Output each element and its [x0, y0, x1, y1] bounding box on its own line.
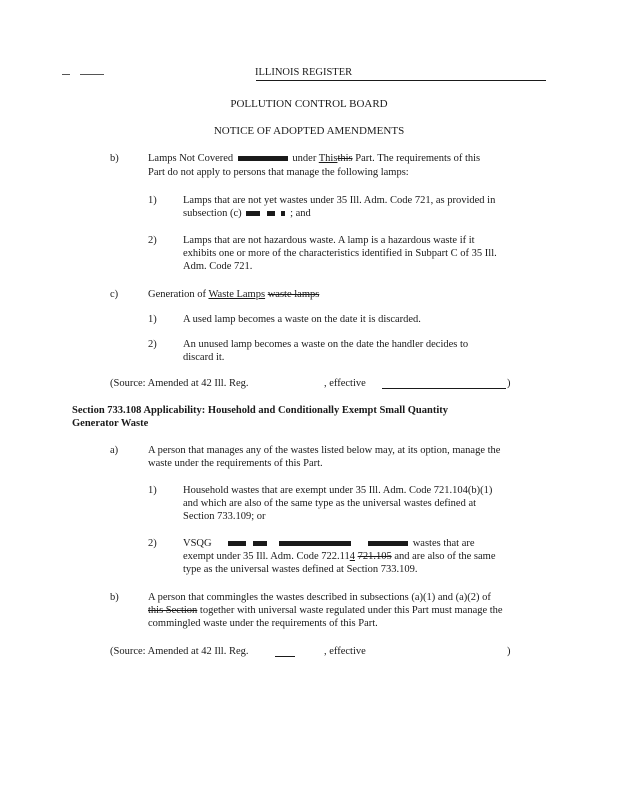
sb-line1: A person that commingles the wastes described in subsections (a)(1) and (a)(2) of: [148, 592, 491, 603]
c1-label: 1): [148, 314, 157, 325]
redaction-mark: [228, 541, 246, 546]
c-text-delete: waste lamps: [267, 289, 320, 300]
sa1-line1: Household wastes that are exempt under 35 Ill. Adm. Code 721.104(b)(1): [183, 485, 493, 496]
sa2-line2-delete: 721.105: [357, 551, 392, 562]
sb-label: b): [110, 592, 119, 603]
c2-line2: discard it.: [183, 352, 225, 363]
sa2-line1b: wastes that are: [412, 538, 475, 549]
sb-line3: commingled waste under the requirements of this Part.: [148, 618, 378, 629]
source1-mid: , effective: [324, 378, 366, 389]
b1-line1: Lamps that are not yet wastes under 35 Ill. Adm. Code 721, as provided in: [183, 195, 496, 206]
sa2-line2-insert: 4: [349, 551, 355, 562]
source2-mid: , effective: [324, 646, 366, 657]
sb-line2-delete: this Section: [148, 605, 198, 616]
header-rule: [256, 80, 546, 81]
sa2-line3: type as the universal wastes defined at Section 733.109.: [183, 564, 418, 575]
b1-line2a: subsection (c): [183, 208, 242, 219]
source2-end: ): [507, 646, 511, 657]
sa-line2: waste under the requirements of this Part.: [148, 458, 323, 469]
b-text-part3: Part. The requirements of this: [355, 153, 481, 164]
b2-line2: exhibits one or more of the characteristics identified in Subpart C of 35 Ill.: [183, 248, 497, 259]
sa2-label: 2): [148, 538, 157, 549]
sa2-line1: [183, 537, 475, 550]
sb-line2: [148, 604, 503, 617]
b-line1: [148, 152, 480, 165]
b-text-part1: Lamps Not Covered: [148, 153, 234, 164]
c2-label: 2): [148, 339, 157, 350]
b1-line2: [183, 207, 311, 220]
header-mark-left2: [80, 74, 104, 75]
c-label: c): [110, 289, 119, 300]
b-text-delete: this: [337, 153, 353, 164]
redaction-mark: [267, 211, 275, 216]
redaction-mark: [238, 156, 288, 161]
section-733-108-title-2: Generator Waste: [72, 418, 149, 429]
c-line1: [148, 288, 319, 301]
b-text-insert: This: [318, 153, 338, 164]
c1-line1: A used lamp becomes a waste on the date it is discarded.: [183, 314, 421, 325]
b-text-part2: under: [292, 153, 317, 164]
source2-reg-blank: [275, 656, 295, 657]
notice-title: NOTICE OF ADOPTED AMENDMENTS: [213, 125, 405, 137]
sa-label: a): [110, 445, 119, 456]
sb-line2-text: together with universal waste regulated under this Part must manage the: [199, 605, 503, 616]
c-text-part1: Generation of: [148, 289, 207, 300]
c-text-insert: Waste Lamps: [208, 289, 266, 300]
sa-line1: A person that manages any of the wastes listed below may, at its option, manage the: [148, 445, 501, 456]
sa1-label: 1): [148, 485, 157, 496]
register-title: ILLINOIS REGISTER: [255, 67, 353, 78]
board-title: POLLUTION CONTROL BOARD: [230, 98, 388, 110]
source2-left: (Source: Amended at 42 Ill. Reg.: [110, 646, 249, 657]
sa1-line3: Section 733.109; or: [183, 511, 266, 522]
redaction-mark: [279, 541, 351, 546]
c2-line1: An unused lamp becomes a waste on the date the handler decides to: [183, 339, 469, 350]
b2-line3: Adm. Code 721.: [183, 261, 253, 272]
b-line2: Part do not apply to persons that manage the following lamps:: [148, 167, 409, 178]
source1-end: ): [507, 378, 511, 389]
redaction-mark: [281, 211, 285, 216]
sa1-line2: and which are also of the same type as the universal wastes defined at: [183, 498, 477, 509]
redaction-mark: [253, 541, 267, 546]
sa2-vsqg: VSQG: [183, 538, 212, 549]
sa2-line2a: exempt under 35 Ill. Adm. Code 722.11: [183, 551, 350, 562]
header-mark-left: [62, 74, 70, 75]
source1-date-blank: [382, 388, 506, 389]
sa2-line2b: and are also of the same: [394, 551, 496, 562]
b2-line1: Lamps that are not hazardous waste. A lamp is a hazardous waste if it: [183, 235, 475, 246]
b-label: b): [110, 153, 119, 164]
sa2-line2: [183, 550, 496, 563]
redaction-mark: [246, 211, 260, 216]
b2-label: 2): [148, 235, 157, 246]
redaction-mark: [368, 541, 408, 546]
b1-line2b: ; and: [290, 208, 311, 219]
section-733-108-title: Section 733.108 Applicability: Household and Conditionally Exempt Small Quantity: [72, 405, 449, 416]
source1-left: (Source: Amended at 42 Ill. Reg.: [110, 378, 249, 389]
b1-label: 1): [148, 195, 157, 206]
